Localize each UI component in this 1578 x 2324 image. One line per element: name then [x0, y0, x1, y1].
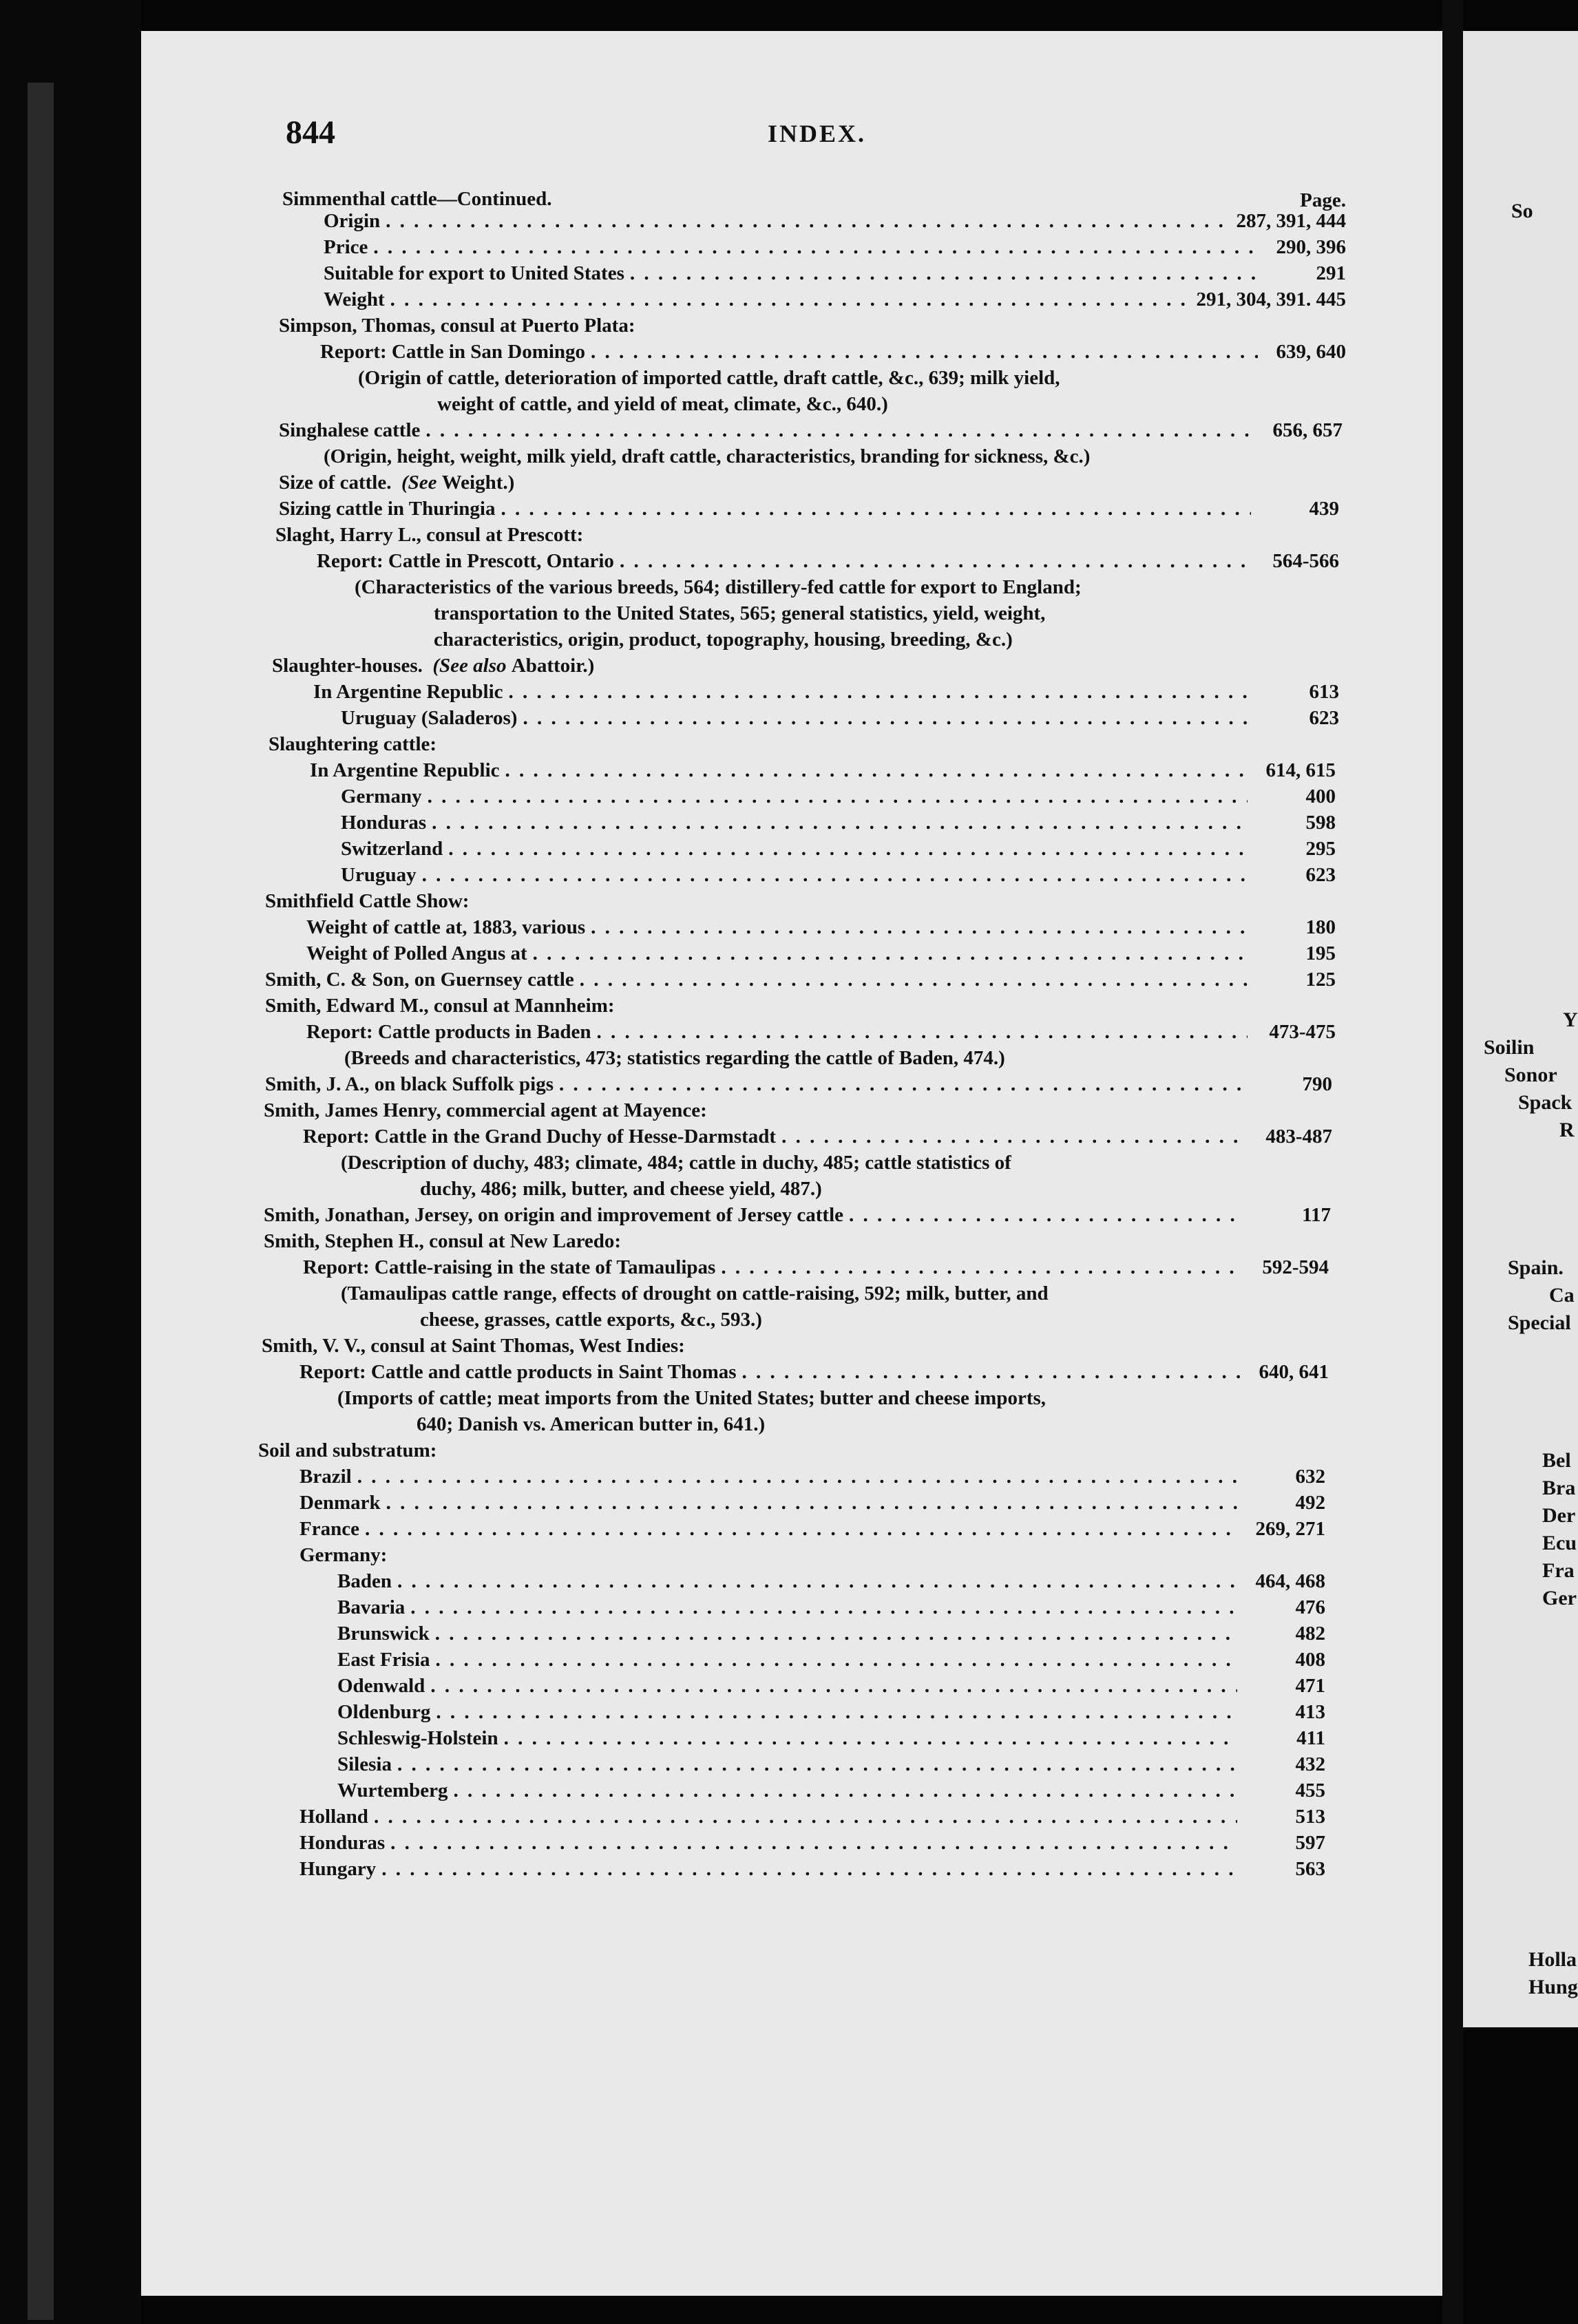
index-entry: Silesia . . . 432	[337, 1751, 1325, 1777]
index-entry: Switzerland . . . 295	[341, 836, 1336, 862]
index-entry: Holland . . . 513	[299, 1804, 1325, 1830]
index-entry: Report: Cattle in Prescott, Ontario . . . 564-566	[317, 548, 1339, 574]
index-entry: Odenwald . . . 471	[337, 1673, 1325, 1699]
index-entry: Brazil . . . 632	[299, 1464, 1325, 1490]
fragment-line: Soilin	[1484, 1036, 1535, 1059]
index-entry: Suitable for export to United States . . . 291	[324, 260, 1346, 286]
index-page	[141, 31, 1442, 2296]
scan-gutter	[1442, 0, 1463, 2324]
fragment-line: Ecu	[1542, 1532, 1577, 1554]
index-note: (Origin, height, weight, milk yield, draft cattle, characteristics, branding for sickness, &c.)	[324, 445, 1091, 467]
index-entry: Weight of Polled Angus at . . . 195	[306, 940, 1336, 966]
index-note: (Breeds and characteristics, 473; statistics regarding the cattle of Baden, 474.)	[344, 1047, 1005, 1069]
index-entry: Schleswig-Holstein . . . 411	[337, 1725, 1325, 1751]
index-entry: Simpson, Thomas, consul at Puerto Plata:	[279, 315, 635, 337]
index-entry: Origin . . . 287, 391, 444	[324, 208, 1346, 234]
index-entry: Smith, James Henry, commercial agent at Mayence:	[264, 1099, 707, 1121]
index-entry: Uruguay (Saladeros) . . . 623	[341, 705, 1339, 731]
index-entry: Smith, J. A., on black Suffolk pigs . . . 790	[265, 1071, 1332, 1097]
fragment-line: Hung	[1528, 1976, 1578, 1998]
index-entry: Smithfield Cattle Show:	[265, 890, 470, 912]
fragment-line: Special	[1508, 1311, 1571, 1334]
index-entry: Smith, C. & Son, on Guernsey cattle . . . 125	[265, 966, 1336, 993]
scan-binding-strip	[28, 83, 54, 2320]
index-entry: Size of cattle. (See Weight.)	[279, 472, 515, 494]
index-entry: Uruguay . . . 623	[341, 862, 1336, 888]
index-note: (Imports of cattle; meat imports from the United States; butter and cheese imports, 640; Danish vs. American butter in, 641.)	[337, 1387, 1046, 1435]
index-entry: Honduras . . . 597	[299, 1830, 1325, 1856]
index-entry: Soil and substratum:	[258, 1439, 437, 1461]
index-note: (Tamaulipas cattle range, effects of drought on cattle-raising, 592; milk, butter, and cheese, grasses, cattle exports, &c., 593.)	[341, 1282, 1049, 1331]
index-entry: Baden . . . 464, 468	[337, 1568, 1325, 1594]
index-entry: Slaughtering cattle:	[269, 733, 437, 755]
index-entry: Oldenburg . . . 413	[337, 1699, 1325, 1725]
index-entry: Report: Cattle products in Baden . . . 473-475	[306, 1019, 1336, 1045]
index-entry: Bavaria . . . 476	[337, 1594, 1325, 1620]
adjacent-page-fragment	[1463, 31, 1578, 2027]
index-entry: In Argentine Republic . . . 613	[313, 679, 1339, 705]
index-note: (Description of duchy, 483; climate, 484; cattle in duchy, 485; cattle statistics of duchy, 486; milk, butter, and cheese yield, 487.)	[341, 1152, 1011, 1200]
page-number: 844	[286, 114, 335, 151]
fragment-line: Der	[1542, 1504, 1576, 1527]
index-entry: Wurtemberg . . . 455	[337, 1777, 1325, 1804]
fragment-line: Holla	[1528, 1948, 1577, 1971]
index-entry: East Frisia . . . 408	[337, 1647, 1325, 1673]
index-entry: Smith, Jonathan, Jersey, on origin and improvement of Jersey cattle . . . 117	[264, 1202, 1331, 1228]
index-entry: Report: Cattle in the Grand Duchy of Hesse-Darmstadt . . . 483-487	[303, 1123, 1332, 1150]
fragment-line: So	[1511, 200, 1533, 222]
fragment-line: Ca	[1549, 1284, 1575, 1307]
index-entry: Brunswick . . . 482	[337, 1620, 1325, 1647]
index-entry: Germany:	[299, 1544, 388, 1566]
fragment-line: Y	[1563, 1008, 1578, 1031]
index-entry: Slaght, Harry L., consul at Prescott:	[275, 524, 584, 546]
index-entry: Honduras . . . 598	[341, 810, 1336, 836]
running-head: INDEX.	[768, 120, 867, 147]
index-entry: Price . . . 290, 396	[324, 234, 1346, 260]
index-entry: Smith, Stephen H., consul at New Laredo:	[264, 1230, 622, 1252]
fragment-line: Bel	[1542, 1449, 1571, 1472]
fragment-line: Fra	[1542, 1559, 1575, 1582]
index-entry: Sizing cattle in Thuringia . . . 439	[279, 496, 1339, 522]
fragment-line: Spack	[1518, 1091, 1572, 1114]
index-entry: Slaughter-houses. (See also Abattoir.)	[272, 655, 595, 677]
index-entry: Report: Cattle-raising in the state of Tamaulipas . . . 592-594	[303, 1254, 1329, 1280]
index-entry: In Argentine Republic . . . 614, 615	[310, 757, 1336, 783]
index-note: (Characteristics of the various breeds, 564; distillery-fed cattle for export to England; transportation to the United States, 565; general statistics, yield, weight, characteristics, origin, product, topography, housing, breeding, &c.)	[355, 576, 1082, 651]
index-entry: Hungary . . . 563	[299, 1856, 1325, 1882]
fragment-line: Sonor	[1504, 1064, 1557, 1086]
index-entry: France . . . 269, 271	[299, 1516, 1325, 1542]
index-entry: Denmark . . . 492	[299, 1490, 1325, 1516]
index-entry: Simmenthal cattle—Continued.	[282, 188, 552, 210]
fragment-line: Spain.	[1508, 1256, 1564, 1279]
index-entry: Smith, Edward M., consul at Mannheim:	[265, 995, 615, 1017]
index-entry: Smith, V. V., consul at Saint Thomas, West Indies:	[262, 1335, 685, 1357]
index-entry: Weight . . . 291, 304, 391. 445	[324, 286, 1346, 313]
fragment-line: Ger	[1542, 1587, 1577, 1609]
fragment-line: R	[1559, 1119, 1575, 1141]
index-entry: Germany . . . 400	[341, 783, 1336, 810]
index-entry: Report: Cattle in San Domingo . . . 639, 640	[320, 339, 1346, 365]
index-entry: Report: Cattle and cattle products in Saint Thomas . . . 640, 641	[299, 1359, 1329, 1385]
index-note: (Origin of cattle, deterioration of imported cattle, draft cattle, &c., 639; milk yield, weight of cattle, and yield of meat, climate, &c., 640.)	[358, 367, 1060, 415]
index-entry: Weight of cattle at, 1883, various . . . 180	[306, 914, 1336, 940]
scan-left-margin	[0, 0, 141, 2324]
fragment-line: Bra	[1542, 1477, 1576, 1499]
page-column-label: Page.	[1300, 189, 1346, 211]
index-entry: Singhalese cattle . . . 656, 657	[279, 417, 1343, 443]
